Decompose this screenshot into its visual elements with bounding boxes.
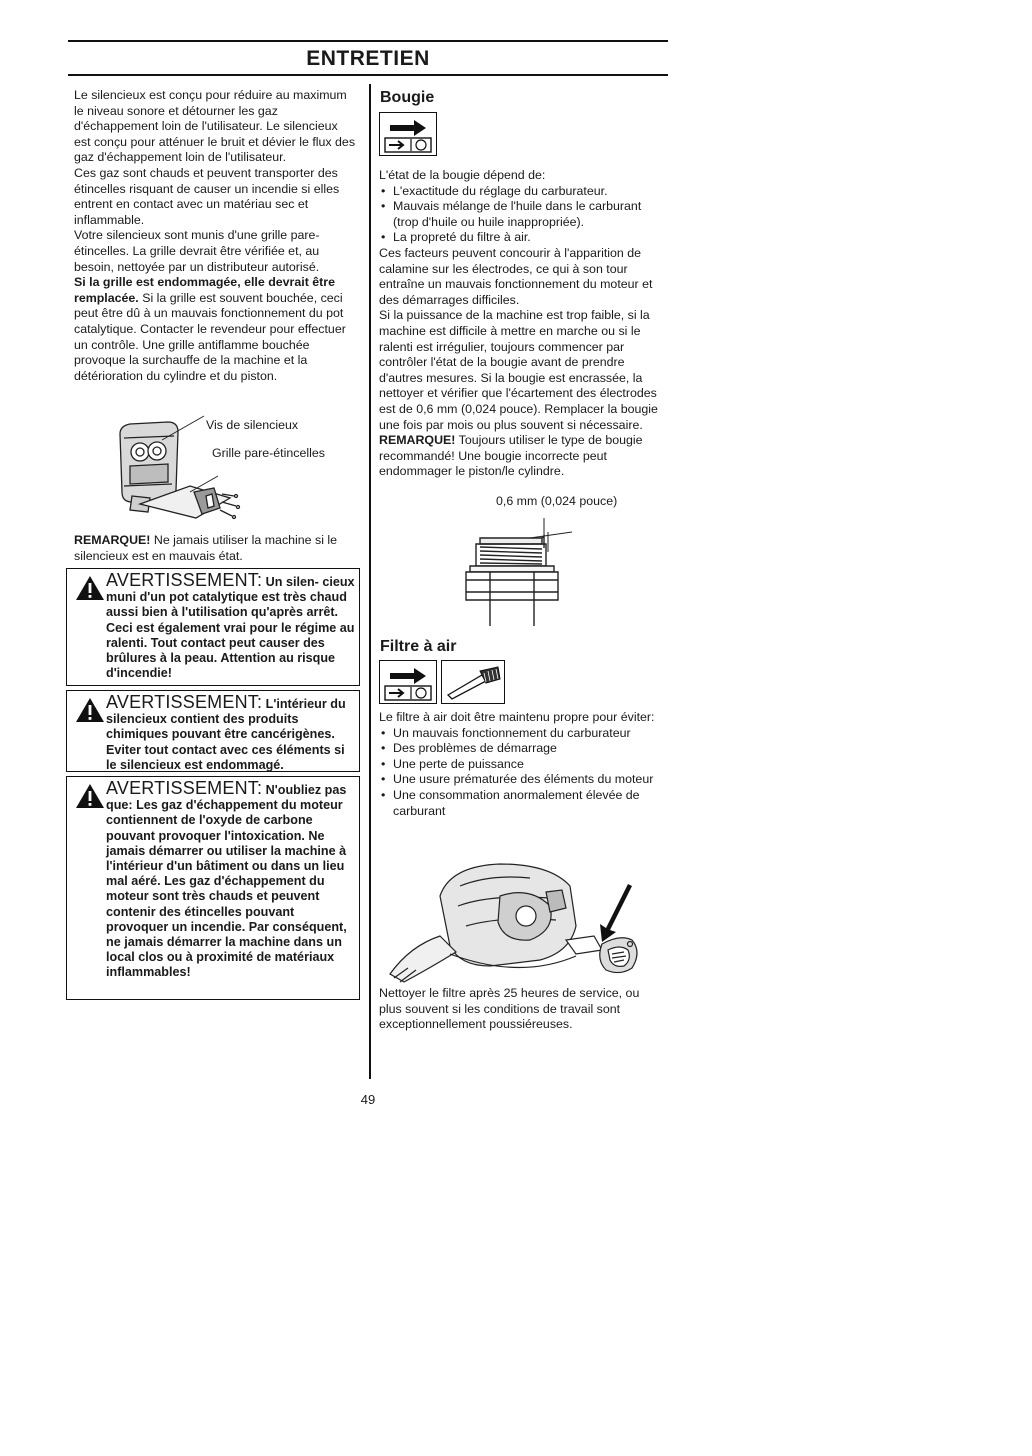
warning-heading: AVERTISSEMENT: — [106, 778, 263, 798]
filtre-list — [379, 726, 664, 820]
bougie-paragraph-1: Ces facteurs peuvent concourir à l'apparition de calamine sur les électrodes, ce qui à son tour entraîne un mauvais fonctionnement du moteur et des démarrages difficiles. — [379, 245, 653, 307]
bougie-section — [379, 168, 664, 480]
warning-body: cieux muni d'un pot catalytique est très chaud aussi bien à l'utilisation qu'après arrêt. Ceci est également vrai pour le régime au ralenti. Tout contact peut causer des brûlures à la peau. Attention au risque d'incendie! — [106, 575, 355, 681]
remark-label: REMARQUE! — [379, 433, 456, 448]
list-item: • Une perte de puissance — [379, 757, 664, 773]
spark-plug-interval-icon — [379, 112, 437, 156]
header-rule-bottom — [68, 74, 668, 76]
warning-heading: AVERTISSEMENT: — [106, 570, 263, 590]
warning-body: pas que: Les gaz d'échappement du moteur contiennent de l'oxyde de carbone pouvant provoquer l'intoxication. Ne jamais démarrer ou utiliser la machine à l'intérieur d'un bâtiment ou dans un lieu mal aéré. Les gaz d'échappement du moteur sont très chauds et peuvent contenir des étincelles pouvant provoquer un incendie. Par conséquent, ne jamais démarrer la machine dans un local clos ou à proximité de matériaux inflammables! — [106, 783, 347, 980]
list-item: • Des problèmes de démarrage — [379, 741, 664, 757]
label-muffler-screw: Vis de silencieux — [206, 418, 299, 432]
label-spark-arrester: Grille pare-étincelles — [212, 446, 325, 460]
warning-box-catalytic — [66, 568, 360, 686]
warning-text-catalytic — [106, 570, 355, 681]
air-filter-interval-icon — [379, 660, 437, 704]
warning-text-carcinogen — [106, 692, 355, 773]
warning-lead: Un silen- — [262, 575, 319, 589]
warning-triangle-icon — [75, 697, 105, 723]
muffler-paragraph-1: Le silencieux est conçu pour réduire au maximum le niveau sonore et détourner les gaz d'échappement loin de l'utilisateur. Le silencieux est conçu pour atténuer le bruit et dévier le flux des gaz d'échappement loin de l'utilisateur. — [74, 88, 356, 165]
warning-box-carcinogen — [66, 690, 360, 772]
warning-triangle-icon — [75, 783, 105, 809]
warning-text-exhaust — [106, 778, 355, 981]
remark-label: REMARQUE! — [74, 533, 151, 547]
arrow-right-icon — [380, 113, 436, 155]
bougie-paragraph-2: Si la puissance de la machine est trop faible, si la machine est difficile à mettre en marche ou si le ralenti est irrégulier, toujours commencer par contrôler l'état de la bougie avant de prendre d'autres mesures. Si la bougie est encrassée, la nettoyer et vérifier que l'écartement des électrodes est de 0,6 mm (0,024 pouce). Remplacer la bougie une fois par mois ou plus souvent si nécessaire. — [379, 308, 658, 432]
grid-damaged-detail: Si la grille est souvent bouchée, ceci peut être dû à un mauvais fonctionnement du pot catalytique. Contacter le revendeur pour effectuer un contrôle. Une grille antiflamme bouchée provoque la surchauffe de la machine et la détérioration du cylindre et du piston. — [74, 290, 346, 383]
engine-drawing — [380, 856, 660, 986]
remark-text: Toujours utiliser le type de bougie recommandé! Une bougie incorrecte peut endommager le piston/le cylindre. — [379, 433, 643, 479]
list-item: • L'exactitude du réglage du carburateur. — [379, 184, 664, 200]
bougie-intro: L'état de la bougie dépend de: — [379, 168, 546, 182]
filtre-intro: Le filtre à air doit être maintenu propre pour éviter: — [379, 710, 655, 724]
section-title-bougie: Bougie — [380, 89, 435, 106]
section-title-filtre: Filtre à air — [380, 638, 457, 655]
list-item: • Mauvais mélange de l'huile dans le carburant (trop d'huile ou huile inappropriée). — [379, 199, 664, 230]
electrode-gap-label: 0,6 mm (0,024 pouce) — [496, 494, 618, 508]
muffler-paragraph-4 — [74, 275, 356, 384]
warning-triangle-icon — [75, 575, 105, 601]
remark-text: Ne jamais utiliser la machine si le silencieux est en mauvais état. — [74, 533, 338, 563]
muffler-remark — [74, 533, 356, 564]
filtre-section — [379, 710, 664, 819]
header-rule-top — [68, 40, 668, 42]
page-title: ENTRETIEN — [306, 47, 430, 70]
air-filter-illustration — [380, 856, 660, 986]
spark-plug-drawing — [450, 518, 580, 626]
left-column — [74, 88, 356, 384]
brush-icon — [442, 661, 504, 703]
list-item: • Une usure prématurée des éléments du moteur — [379, 772, 664, 788]
page-number: 49 — [360, 1092, 376, 1107]
bougie-remark — [379, 433, 664, 480]
list-item: • Une consommation anormalement élevée de carburant — [379, 788, 664, 819]
muffler-paragraph-3: Votre silencieux sont munis d'une grille pare-étincelles. La grille devrait être vérifiée et, au besoin, nettoyée par un distributeur autorisé. — [74, 228, 320, 274]
brush-cleaning-icon — [441, 660, 505, 704]
warning-box-exhaust — [66, 776, 360, 1000]
column-divider — [369, 84, 371, 1079]
muffler-paragraph-2: Ces gaz sont chauds et peuvent transporter des étincelles risquant de causer un incendie si elles entrent en contact avec un matériau sec et inflammable. — [74, 165, 340, 227]
spark-plug-illustration — [450, 518, 580, 626]
warning-heading: AVERTISSEMENT: — [106, 692, 263, 712]
arrow-right-icon — [380, 661, 436, 703]
warning-lead: N'oubliez — [262, 783, 322, 797]
grid-damaged-notice: Si la grille est endommagée, elle devrait être remplacée. — [74, 275, 336, 305]
warning-body: du silencieux contient des produits chimiques pouvant être cancérigènes. Eviter tout contact avec ces éléments si le silencieux est endommagé. — [106, 697, 346, 772]
warning-lead: L'intérieur — [262, 697, 327, 711]
bougie-list — [379, 184, 664, 246]
list-item: • Un mauvais fonctionnement du carburateur — [379, 726, 664, 742]
filtre-caption: Nettoyer le filtre après 25 heures de service, ou plus souvent si les conditions de travail sont exceptionnellement poussiéreuses. — [379, 986, 640, 1032]
list-item: • La propreté du filtre à air. — [379, 230, 664, 246]
